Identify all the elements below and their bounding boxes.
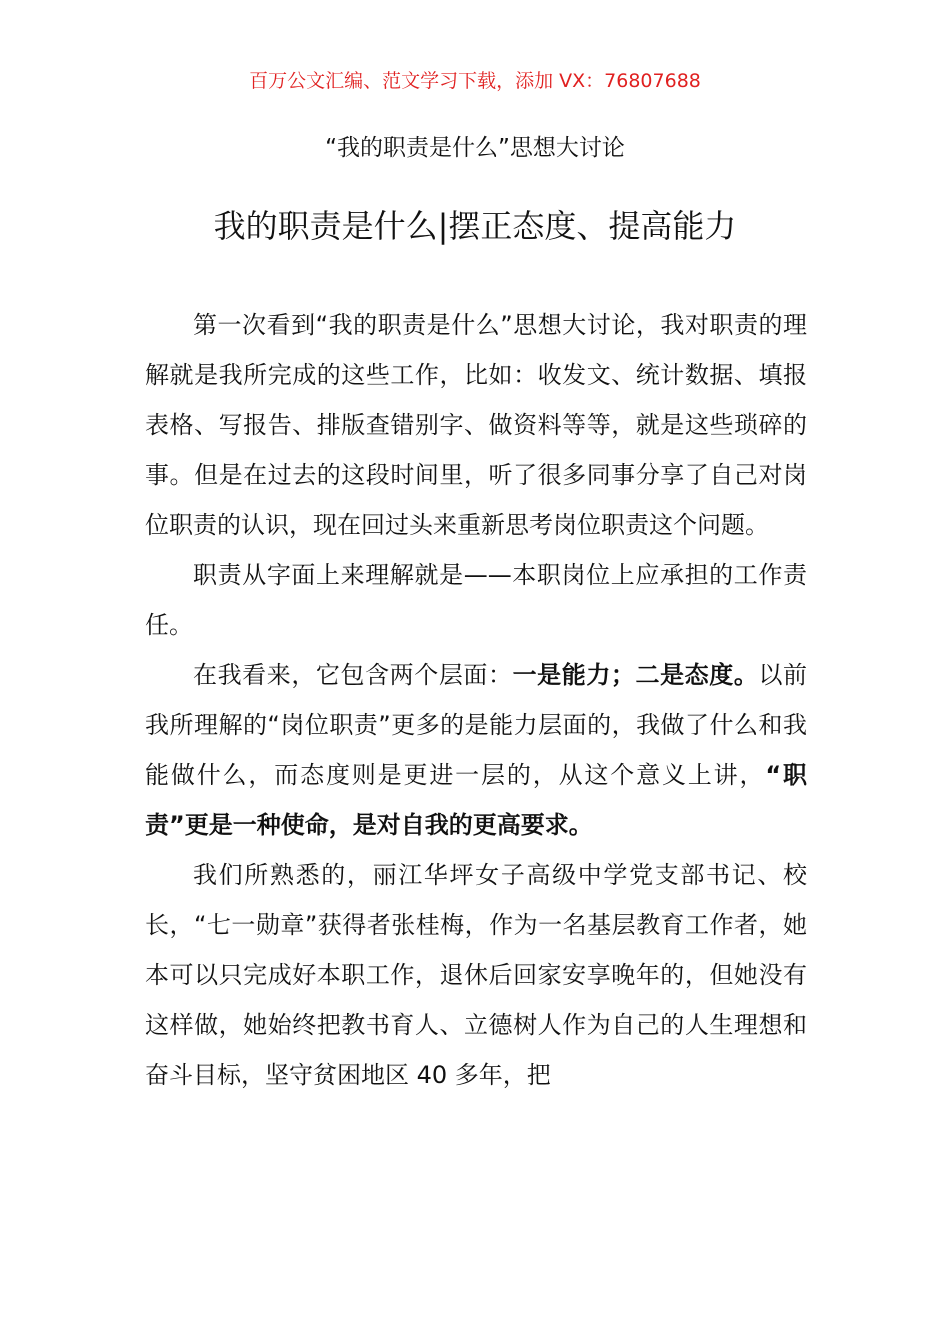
paragraph-3 [145, 650, 807, 850]
paragraph-3-emphasis-1: 一是能力；二是态度。 [512, 661, 759, 689]
paragraph-3-middle: 以前我所理解的“岗位职责”更多的是能力层面的，我做了什么和我能做什么，而态度则是更进一层的，从这个意义上讲， [145, 661, 808, 789]
paragraph-3-emphasis-2: “职责”更是一种使命，是对自我的更高要求。 [145, 761, 807, 839]
paragraph-4: 我们所熟悉的，丽江华坪女子高级中学党支部书记、校长，“七一勋章”获得者张桂梅，作为一名基层教育工作者，她本可以只完成好本职工作，退休后回家安享晚年的，但她没有这样做，她始终把教书育人、立德树人作为自己的人生理想和奋斗目标，坚守贫困地区 40 多年，把 [145, 861, 807, 1089]
paragraph-1: 第一次看到“我的职责是什么”思想大讨论，我对职责的理解就是我所完成的这些工作，比如：收发文、统计数据、填报表格、写报告、排版查错别字、做资料等等，就是这些琐碎的事。但是在过去的这段时间里，听了很多同事分享了自己对岗位职责的认识，现在回过头来重新思考岗位职责这个问题。 [145, 311, 807, 539]
document-title: 我的职责是什么|摆正态度、提高能力 [213, 207, 737, 245]
paragraph-3-lead: 在我看来，它包含两个层面： [193, 661, 513, 689]
promo-banner: 百万公文汇编、范文学习下载，添加 VX：76807688 [249, 70, 701, 92]
document-subtitle: “我的职责是什么”思想大讨论 [325, 135, 625, 161]
paragraph-2: 职责从字面上来理解就是——本职岗位上应承担的工作责任。 [145, 561, 807, 639]
document-body [145, 300, 807, 1100]
